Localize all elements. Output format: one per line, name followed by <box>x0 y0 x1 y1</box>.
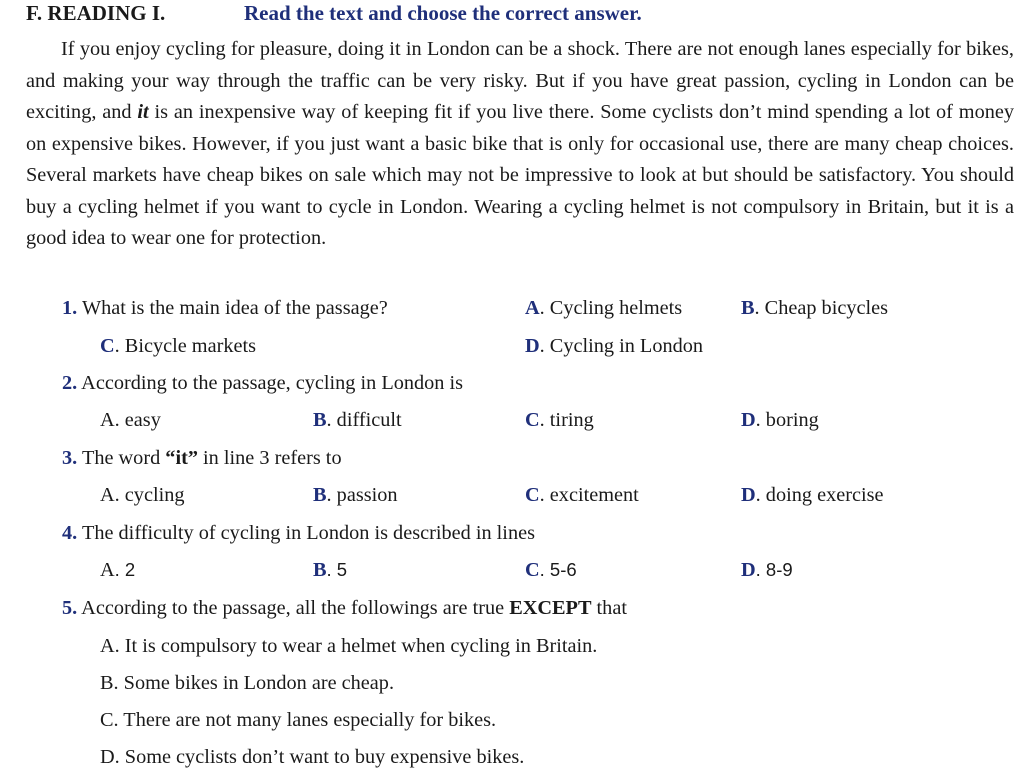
option-letter: D <box>741 484 756 506</box>
question-keyword: EXCEPT <box>509 597 592 619</box>
option-text: . passion <box>326 484 398 506</box>
option-text: . Cycling in London <box>539 335 704 357</box>
option-text: . 5 <box>326 559 348 580</box>
q3-option-d[interactable] <box>741 482 884 508</box>
option-text: . tiring <box>539 409 594 431</box>
q1-option-b[interactable] <box>741 295 888 321</box>
question-text-part-1: The word <box>81 447 166 469</box>
question-2 <box>62 370 463 396</box>
option-letter: A <box>525 297 540 319</box>
option-letter: B <box>313 559 327 581</box>
option-text: . excitement <box>539 484 639 506</box>
instruction-text: Read the text and choose the correct answer. <box>244 1 642 25</box>
question-text: According to the passage, cycling in London is <box>81 372 464 394</box>
passage-text-part-1: If you enjoy cycling for pleasure, doing it in London can be a shock. There are not enough lanes especially for bikes, and making your way through the traffic can be very risky. But if you have great passion, cycling in London can be exciting, and <box>26 38 1014 123</box>
option-letter: D <box>741 409 756 431</box>
option-text: . 8-9 <box>755 559 793 580</box>
option-letter: B <box>313 484 327 506</box>
q5-option-d[interactable]: D. Some cyclists don’t want to buy expensive bikes. <box>100 746 525 768</box>
option-letter: D <box>525 335 540 357</box>
option-text: . doing exercise <box>755 484 884 506</box>
question-keyword: “it” <box>165 447 198 469</box>
question-number: 4. <box>62 522 78 544</box>
q3-option-c[interactable] <box>525 482 639 508</box>
question-number: 5. <box>62 597 78 619</box>
option-text: . 5-6 <box>539 559 577 580</box>
q4-option-d[interactable] <box>741 557 793 583</box>
question-text-part-2: that <box>591 597 627 619</box>
option-letter: C <box>525 559 540 581</box>
q5-option-b[interactable]: B. Some bikes in London are cheap. <box>100 672 395 694</box>
question-5 <box>62 595 627 621</box>
option-text: . cycling <box>114 484 185 506</box>
question-number: 1. <box>62 297 78 319</box>
option-letter: A <box>100 484 115 506</box>
q2-option-a[interactable] <box>100 407 161 433</box>
q2-option-d[interactable] <box>741 407 819 433</box>
q1-option-d[interactable] <box>525 333 703 359</box>
q5-option-c[interactable]: C. There are not many lanes especially for bikes. <box>100 709 497 731</box>
q4-option-c[interactable] <box>525 557 577 583</box>
question-text: What is the main idea of the passage? <box>81 297 388 319</box>
question-4 <box>62 520 535 546</box>
option-letter: B <box>313 409 327 431</box>
option-text: . difficult <box>326 409 402 431</box>
q2-option-b[interactable] <box>313 407 402 433</box>
option-text: . boring <box>755 409 819 431</box>
option-text: . Cycling helmets <box>539 297 683 319</box>
q4-option-b[interactable] <box>313 557 347 583</box>
question-text: The difficulty of cycling in London is described in lines <box>81 522 535 544</box>
option-text: . Cheap bicycles <box>754 297 889 319</box>
q1-option-a[interactable] <box>525 295 682 321</box>
option-letter: D <box>741 559 756 581</box>
q3-option-a[interactable] <box>100 482 185 508</box>
option-letter: A <box>100 559 115 581</box>
option-letter: C <box>525 484 540 506</box>
section-heading <box>26 1 642 25</box>
section-label: F. READING I. <box>26 1 166 25</box>
reading-passage <box>26 34 1014 255</box>
question-text-part-2: in line 3 refers to <box>197 447 342 469</box>
q1-option-c[interactable] <box>100 333 256 359</box>
option-letter: B <box>741 297 755 319</box>
question-1 <box>62 295 388 321</box>
question-number: 3. <box>62 447 78 469</box>
question-3 <box>62 445 342 471</box>
option-text: . Bicycle markets <box>114 335 257 357</box>
passage-text-part-2: is an inexpensive way of keeping fit if you live there. Some cyclists don’t mind spending a lot of money on expensive bikes. However, if you just want a basic bike that is only for occasional use, there are many cheap choices. Several markets have cheap bikes on sale which may not be impressive to look at but should be satisfactory. You should buy a cycling helmet if you want to cycle in London. Wearing a cycling helmet is not compulsory in Britain, but it is a good idea to wear one for protection. <box>26 101 1014 249</box>
q4-option-a[interactable] <box>100 557 135 583</box>
q2-option-c[interactable] <box>525 407 594 433</box>
passage-it-word: it <box>137 101 149 123</box>
question-text-part-1: According to the passage, all the followings are true <box>81 597 510 619</box>
q5-option-a[interactable]: A. It is compulsory to wear a helmet when cycling in Britain. <box>100 635 598 657</box>
option-letter: A <box>100 409 115 431</box>
option-text: . easy <box>114 409 161 431</box>
option-letter: C <box>525 409 540 431</box>
option-text: . 2 <box>114 559 136 580</box>
q3-option-b[interactable] <box>313 482 398 508</box>
option-letter: C <box>100 335 115 357</box>
question-number: 2. <box>62 372 78 394</box>
